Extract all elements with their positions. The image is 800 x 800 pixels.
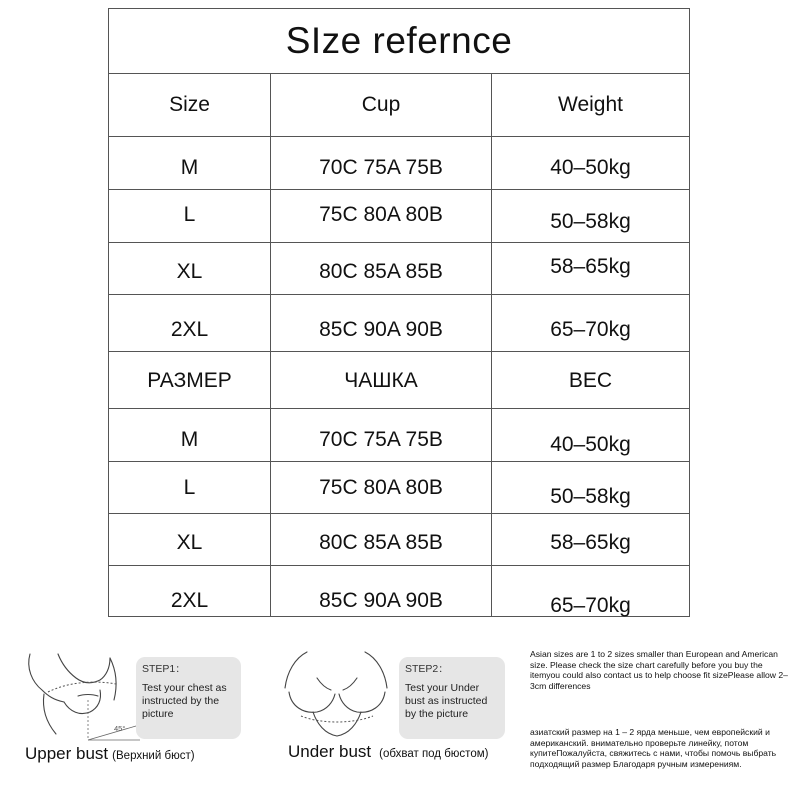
table-row [109,243,689,295]
header-cup: Cup [361,93,401,116]
notes-en-text: Asian sizes are 1 to 2 sizes smaller than European and American size. Please check the size chart carefully before you buy the itemyou could also contact us to help choose fit sizePlease allow 2–3cm differences [530,649,788,691]
angle-label: 45° [114,724,126,733]
upper-bust-caption [25,744,195,764]
step2-text: Test your Under bust as instructed by the picture [405,682,488,720]
size-cell: XL [176,531,203,554]
table-row [109,514,689,566]
weight-cell: 40–50kg [550,156,631,179]
weight-cell: 58–65kg [550,255,631,278]
weight-cell: 50–58kg [550,210,631,233]
weight-cell: 65–70kg [550,594,631,617]
cup-cell: 85C 90A 90B [319,589,443,612]
under-bust-label-ru: (обхват под бюстом) [379,748,489,760]
under-bust-label: Under bust [288,742,372,761]
cup-cell: 75C 80A 80B [319,203,443,226]
step2-label: STEP2： [405,663,449,675]
header-row-ru [109,352,689,409]
table-row [109,190,689,243]
header-row [109,73,689,137]
table-row [109,462,689,514]
size-cell: 2XL [170,318,209,341]
cup-cell: 75C 80A 80B [319,476,443,499]
size-cell: M [180,428,199,451]
notes-ru-text: азиатский размер на 1 – 2 ярда меньше, чем европейский и американский. внимательно проверьте линейку, потом купитеПожалуйста, свяжитесь с нами, чтобы помочь выбрать подходящий размер Благодаря ручным измерениям. [530,727,777,769]
notes-ru [530,727,792,769]
size-cell: L [183,203,196,226]
table-row [109,409,689,462]
cup-cell: 85C 90A 90B [319,318,443,341]
size-cell: M [180,156,199,179]
upper-bust-label: Upper bust [25,744,109,763]
header-weight-ru: ВЕС [568,369,613,392]
step1-box [136,657,241,739]
step2-box [399,657,505,739]
cup-cell: 70C 75A 75B [319,428,443,451]
header-size-ru: РАЗМЕР [147,369,232,392]
table-title: SIze refernce [109,9,689,74]
header-size: Size [169,93,210,116]
notes-en [530,649,792,691]
table-row [109,295,689,352]
table-row [109,137,689,190]
size-cell: XL [176,260,203,283]
cup-cell: 80C 85A 85B [319,260,443,283]
under-bust-caption [288,742,488,762]
header-weight: Weight [558,93,623,116]
cup-cell: 80C 85A 85B [319,531,443,554]
weight-cell: 40–50kg [550,433,631,456]
weight-cell: 65–70kg [550,318,631,341]
size-cell: L [183,476,196,499]
size-cell: 2XL [170,589,209,612]
size-table [108,8,690,617]
weight-cell: 58–65kg [550,531,631,554]
table-row [109,566,689,617]
weight-cell: 50–58kg [550,485,631,508]
step1-label: STEP1： [142,663,186,675]
upper-bust-label-ru: (Верхний бюст) [112,750,195,762]
step1-text: Test your chest as instructed by the picture [142,682,227,720]
under-bust-illustration [277,648,397,740]
cup-cell: 70C 75A 75B [319,156,443,179]
header-cup-ru: ЧАШКА [344,369,418,392]
